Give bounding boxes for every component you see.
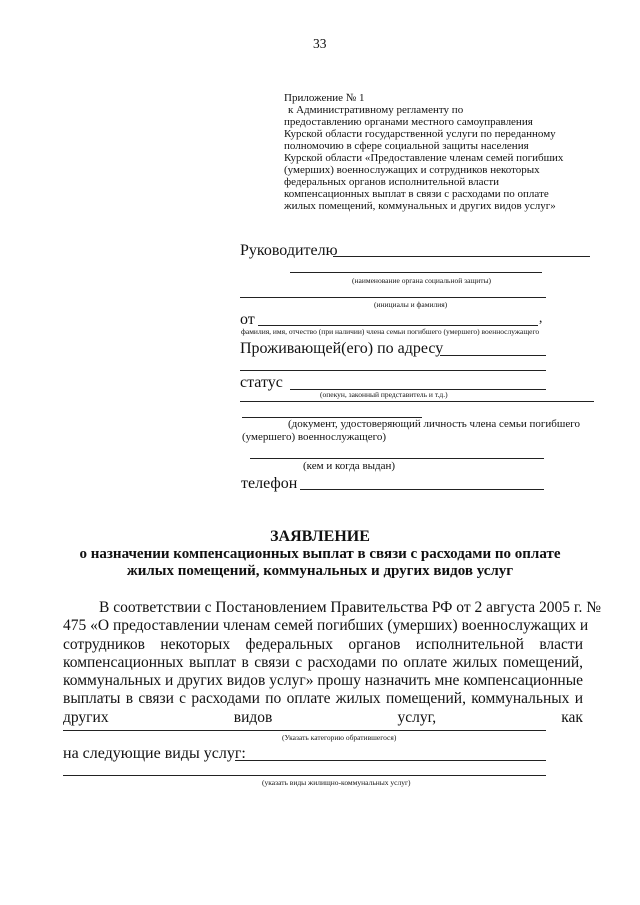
head-name-field[interactable] [333, 256, 590, 257]
from-field[interactable] [258, 325, 538, 326]
organ-name-field[interactable] [290, 272, 542, 273]
statement-title: ЗАЯВЛЕНИЕ [270, 528, 370, 545]
hint-services: (указать виды жилищно-коммунальных услуг) [262, 778, 411, 787]
body-line: 475 «О предоставлении членам семей погибших (умерших) военнослужащих и [63, 617, 589, 635]
from-label: от [240, 311, 255, 328]
hint-issued: (кем и когда выдан) [303, 460, 396, 472]
body-line: выплаты в связи с расходами по оплате жилых помещений, коммунальных и [63, 690, 583, 708]
residing-label: Проживающей(его) по адресу [240, 340, 444, 357]
status-label: статус [240, 374, 283, 391]
appendix-line: предоставлению органами местного самоуправления [284, 116, 533, 128]
statement-subtitle-2: жилых помещений, коммунальных и других видов услуг [126, 563, 514, 579]
services-label: на следующие виды услуг: [63, 745, 246, 762]
issued-field[interactable] [250, 458, 544, 459]
services-field-2[interactable] [63, 775, 546, 776]
hint-fio: фамилия, имя, отчество (при наличии) члена семьи погибшего (умершего) военнослужащего [241, 327, 540, 336]
body-word: видов [233, 708, 273, 726]
appendix-block [284, 92, 604, 222]
appendix-line: к Административному регламенту по [288, 104, 464, 116]
phone-label: телефон [241, 475, 298, 492]
hint-initials: (инициалы и фамилия) [374, 300, 448, 309]
statement-body [63, 599, 602, 727]
body-line: коммунальных и других видов услуг» прошу назначить мне компенсационные [63, 672, 583, 690]
appendix-line: компенсационных выплат в связи с расходами по оплате [284, 188, 549, 200]
page-number: 33 [313, 36, 327, 51]
address-field[interactable] [440, 355, 546, 356]
body-line: сотрудников некоторых федеральных органов исполнительной власти [63, 635, 583, 653]
hint-document-2: (умершего) военнослужащего) [242, 431, 387, 443]
appendix-line: Курской области государственной услуги по переданному [284, 128, 556, 140]
body-line: компенсационных выплат в связи с расходами по оплате жилых помещений, [63, 653, 583, 671]
appendix-line: Курской области «Предоставление членам семей погибших [284, 152, 564, 164]
status-underline [240, 401, 594, 402]
appendix-line: жилых помещений, коммунальных и других видов услуг» [284, 200, 556, 212]
appendix-line: (умерших) военнослужащих и сотрудников некоторых [284, 164, 540, 176]
hint-category: (Указать категорию обратившегося) [282, 733, 397, 742]
statement-subtitle-1: о назначении компенсационных выплат в связи с расходами по оплате [79, 546, 561, 562]
category-field[interactable] [63, 730, 546, 731]
phone-field[interactable] [300, 489, 544, 490]
body-word: других [63, 708, 109, 726]
hint-organ: (наименование органа социальной защиты) [352, 276, 492, 285]
appendix-line: полномочию в сфере социальной защиты населения [284, 140, 529, 152]
body-line: В соответствии с Постановлением Правительства РФ от 2 августа 2005 г. № [99, 599, 602, 616]
from-comma: , [539, 310, 543, 325]
services-field[interactable] [235, 760, 546, 761]
appendix-line: федеральных органов исполнительной власти [284, 176, 500, 188]
hint-document-1: (документ, удостоверяющий личность члена семьи погибшего [288, 418, 580, 430]
address-field-2[interactable] [240, 370, 546, 371]
initials-field[interactable] [240, 297, 546, 298]
appendix-line: Приложение № 1 [284, 92, 365, 104]
to-label: Руководителю [240, 242, 338, 259]
body-last-line [63, 709, 583, 727]
hint-status: (опекун, законный представитель и т.д.) [320, 390, 448, 399]
body-word: услуг, [397, 708, 437, 726]
body-word: как [561, 708, 583, 726]
